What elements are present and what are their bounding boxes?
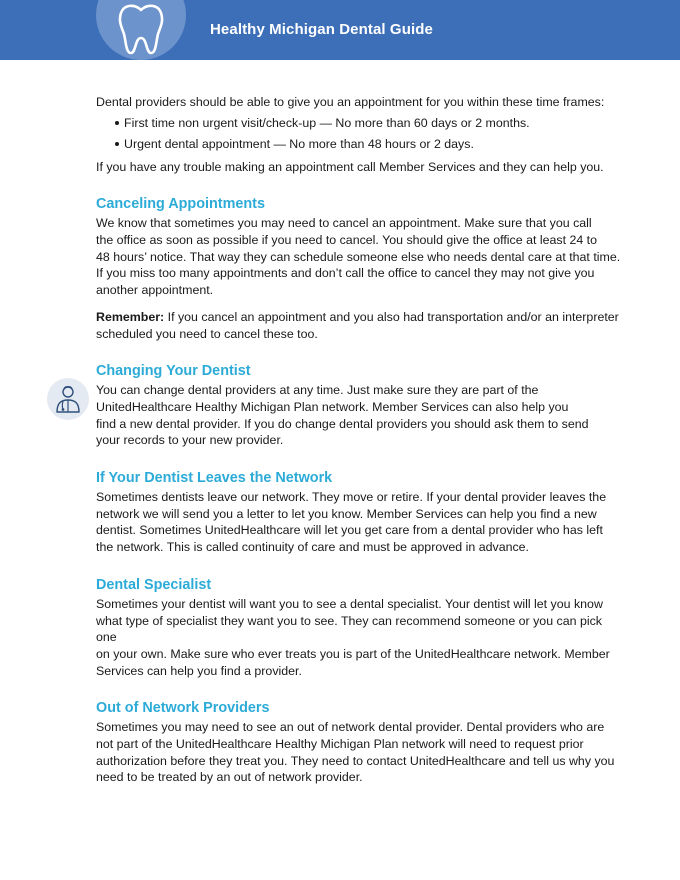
list-item: First time non urgent visit/check-up — No more than 60 days or 2 months.: [96, 115, 624, 132]
list-item: Urgent dental appointment — No more than 48 hours or 2 days.: [96, 136, 624, 153]
page-title: Healthy Michigan Dental Guide: [210, 21, 433, 38]
section-heading: Out of Network Providers: [96, 700, 270, 717]
remember-label: Remember:: [96, 309, 165, 324]
section-heading: If Your Dentist Leaves the Network: [96, 470, 333, 487]
tooth-icon: [116, 2, 166, 56]
main-content: [96, 94, 624, 786]
header-banner: [0, 0, 680, 60]
appointment-timeframes-heading: Dental providers should be able to give you an appointment for you within these time frames:: [96, 95, 605, 109]
dental-specialist-section: [96, 576, 624, 680]
section-body: Sometimes dentists leave our network. They move or retire. If your dental provider leaves the network we will send you a letter to let you know. Member Services can help you find a new dentist. Sometimes UnitedHealthcare will let you get care from a dental provider who has left the network. This is called continuity of care and must be approved in advance.: [96, 490, 607, 555]
dentist-icon: [54, 384, 82, 414]
section-heading: Canceling Appointments: [96, 196, 265, 213]
changing-dentist-section: [96, 362, 624, 449]
section-body: You can change dental providers at any time. Just make sure they are part of the UnitedHealthcare Healthy Michigan Plan network. Member Services can also help you find a new dental provider. If you do change dental providers you should ask them to send your records to your new provider.: [96, 383, 589, 448]
section-heading: Dental Specialist: [96, 576, 212, 593]
canceling-section: [96, 195, 624, 342]
section-body: Sometimes you may need to see an out of network dental provider. Dental providers who are not part of the UnitedHealthcare Healthy Michigan Plan network will need to request prior authorization before they treat you. They need to contact UnitedHealthcare and tell us why you need to be treated by an out of network provider.: [96, 720, 615, 785]
member-services-note: If you have any trouble making an appointment call Member Services and they can help you.: [96, 159, 604, 174]
tooth-badge: [96, 0, 186, 60]
dentist-leaves-section: [96, 469, 624, 556]
section-body: We know that sometimes you may need to cancel an appointment. Make sure that you call the office as soon as possible if you need to cancel. You should give the office at least 24 to 48 hours’ notice. That way they can schedule someone else who needs dental care at that time. If you miss too many appointments and don’t call the office to cancel they may not give you another appointment.: [96, 216, 621, 298]
section-heading: Changing Your Dentist: [96, 363, 251, 380]
timeframe-list: [96, 115, 624, 153]
out-of-network-section: [96, 699, 624, 786]
section-body: Sometimes your dentist will want you to see a dental specialist. Your dentist will let you know what type of specialist they want you to see. They can recommend someone or you can pick one on your own. Make sure who ever treats you is part of the UnitedHealthcare network. Member Services can help you find a provider.: [96, 596, 610, 678]
dentist-badge: [47, 378, 89, 420]
remember-note: Remember: If you cancel an appointment and you also had transportation and/or an interpreter scheduled you need to cancel these too.: [96, 309, 619, 341]
